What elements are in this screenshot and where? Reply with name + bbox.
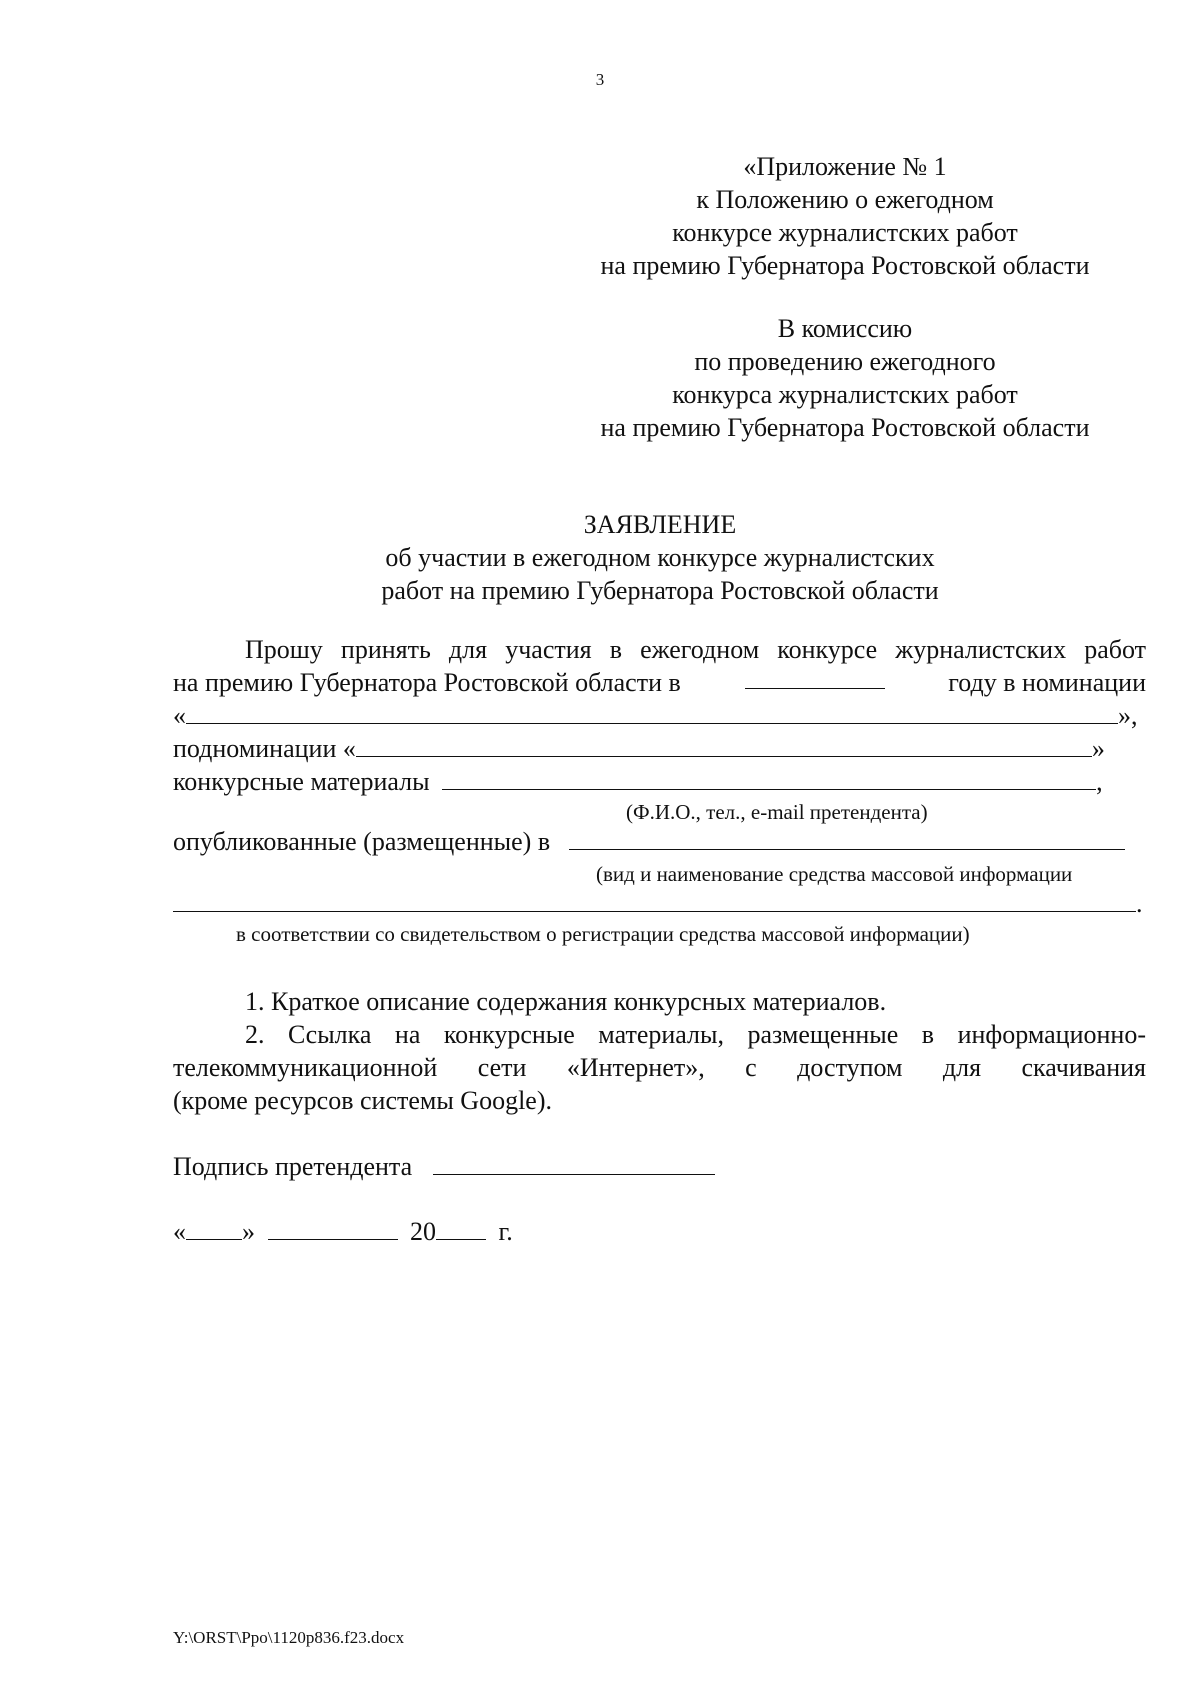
media-field-continued[interactable] bbox=[173, 889, 1136, 912]
addressee-line-3: конкурса журналистских работ bbox=[672, 380, 1018, 409]
signature-field[interactable] bbox=[433, 1152, 715, 1175]
published-label: опубликованные (размещенные) в bbox=[173, 827, 551, 856]
request-line-2-start: на премию Губернатора Ростовской области в bbox=[173, 668, 681, 697]
materials-hint: (Ф.И.О., тел., e-mail претендента) bbox=[626, 800, 928, 824]
materials-label: конкурсные материалы bbox=[173, 767, 430, 796]
statement-title: ЗАЯВЛЕНИЕ bbox=[583, 510, 737, 539]
file-path-footer: Y:\ORST\Ppo\1120p836.f23.docx bbox=[173, 1628, 405, 1647]
nomination-field[interactable] bbox=[186, 701, 1118, 724]
annex-line-2: к Положению о ежегодном bbox=[696, 185, 994, 214]
date-year-suffix: г. bbox=[498, 1217, 513, 1246]
day-field[interactable] bbox=[186, 1217, 242, 1240]
request-line-2-end: году в номинации bbox=[948, 668, 1146, 697]
attachment-item-2-line-1-text: 2. Ссылка на конкурсные материалы, размещенные в информационно- bbox=[245, 1020, 1146, 1049]
statement-title-block bbox=[0, 508, 1200, 607]
attachment-item-2-line-1 bbox=[173, 1018, 1146, 1051]
request-line-1 bbox=[173, 633, 1146, 666]
media-continuation-line bbox=[173, 887, 1146, 920]
statement-subtitle-2: работ на премию Губернатора Ростовской области bbox=[381, 576, 939, 605]
media-hint: (вид и наименование средства массовой информации bbox=[596, 862, 1073, 886]
addressee-line-1: В комиссию bbox=[777, 314, 913, 343]
subnomination-close-quote: » bbox=[1091, 734, 1105, 763]
nomination-open-quote: « bbox=[173, 701, 186, 730]
annex-line-4: на премию Губернатора Ростовской области bbox=[600, 251, 1090, 280]
month-field[interactable] bbox=[268, 1217, 398, 1240]
registration-hint: в соответствии со свидетельством о регистрации средства массовой информации) bbox=[236, 922, 970, 946]
addressee-line-2: по проведению ежегодного bbox=[694, 347, 996, 376]
subnomination-line bbox=[173, 732, 1146, 765]
date-century: 20 bbox=[410, 1217, 436, 1246]
attachment-item-2-line-2 bbox=[173, 1051, 1146, 1084]
annex-line-3: конкурсе журналистских работ bbox=[672, 218, 1018, 247]
addressee-block bbox=[560, 312, 1130, 444]
request-line-2 bbox=[173, 666, 1146, 699]
year-suffix-field[interactable] bbox=[436, 1217, 486, 1240]
media-field[interactable] bbox=[569, 827, 1125, 850]
date-open-quote: « bbox=[173, 1217, 186, 1246]
addressee-line-4: на премию Губернатора Ростовской области bbox=[600, 413, 1090, 442]
signature-label: Подпись претендента bbox=[173, 1152, 413, 1181]
signature-line bbox=[173, 1150, 1146, 1183]
nomination-line bbox=[173, 699, 1146, 732]
materials-field[interactable] bbox=[442, 767, 1096, 790]
subnomination-label: подноминации « bbox=[173, 734, 356, 763]
annex-header bbox=[560, 150, 1130, 282]
subnomination-field[interactable] bbox=[356, 734, 1092, 757]
statement-subtitle-1: об участии в ежегодном конкурсе журналистских bbox=[385, 543, 935, 572]
attachment-item-2-line-2-text: телекоммуникационной сети «Интернет», с доступом для скачивания bbox=[173, 1053, 1146, 1082]
year-field[interactable] bbox=[745, 666, 885, 689]
attachment-item-2-line-3: (кроме ресурсов системы Google). bbox=[173, 1086, 553, 1115]
attachment-item-1: 1. Краткое описание содержания конкурсных материалов. bbox=[245, 987, 887, 1016]
date-line bbox=[173, 1215, 1146, 1248]
request-line-1-text: Прошу принять для участия в ежегодном конкурсе журналистских работ bbox=[245, 635, 1146, 664]
published-line bbox=[173, 825, 1146, 858]
annex-line-1: «Приложение № 1 bbox=[743, 152, 947, 181]
page-number: 3 bbox=[595, 70, 605, 89]
nomination-close-quote: », bbox=[1118, 701, 1138, 730]
media-period: . bbox=[1136, 889, 1143, 918]
date-close-quote: » bbox=[242, 1217, 255, 1246]
materials-comma: , bbox=[1096, 767, 1103, 796]
materials-line bbox=[173, 765, 1146, 798]
